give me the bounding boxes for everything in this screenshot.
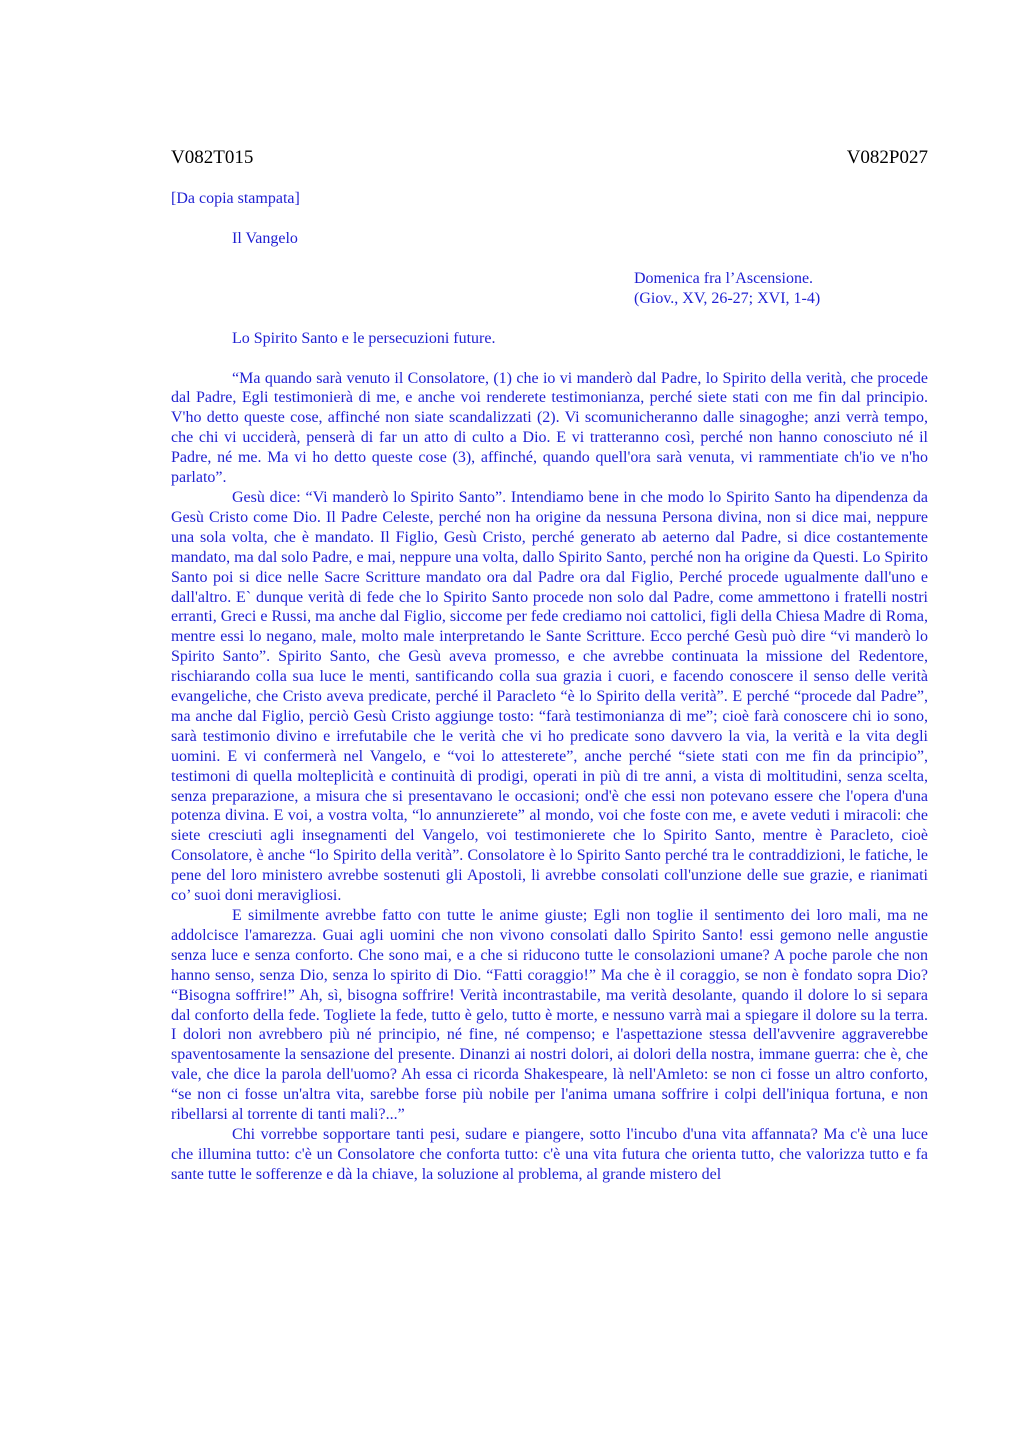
occasion-line-1: Domenica fra l’Ascensione. [634, 269, 814, 287]
section-title: Il Vangelo [232, 229, 298, 247]
document-header [171, 146, 928, 170]
source-note: [Da copia stampata] [171, 190, 300, 207]
paragraph: Chi vorrebbe sopportare tanti pesi, sudare e piangere, sotto l'incubo d'una vita affannata? Ma c'è una luce che illumina tutto: c'è un Consolatore che conforta tutto: c'è una vita futura che orienta tutto, che valorizza tutto e fa sante tutte le sofferenze e dà la chiave, la soluzione al problema, al grande mistero del [171, 1125, 928, 1183]
subtitle: Lo Spirito Santo e le persecuzioni future. [232, 329, 496, 347]
document-page [171, 146, 928, 1185]
body-text [171, 369, 928, 1185]
paragraph: Gesù dice: “Vi manderò lo Spirito Santo”. Intendiamo bene in che modo lo Spirito Santo ha dipendenza da Gesù Cristo come Dio. Il Padre Celeste, perché non ha origine da nessuna Persona divina, non si dice mai, neppure una sola volta, che è mandato. Il Figlio, Gesù Cristo, perché generato ab aeterno dal Padre, si dice costantemente mandato, ma dal solo Padre, e mai, neppure una volta, dallo Spirito Santo, perché non ha origine da Questi. Lo Spirito Santo poi si dice nelle Sacre Scritture mandato ora dal Padre ora dal Figlio, Perché procede ugualmente dall'uno e dall'altro. E` dunque verità di fede che lo Spirito Santo procede non solo dal Padre, come ammettono i fratelli nostri erranti, Greci e Russi, ma anche dal Figlio, siccome per fede crediamo noi cattolici, figli della Chiesa Madre di Roma, mentre essi lo negano, male, molto male interpretando le Sante Scritture. Ecco perché Gesù può dire “vi manderò lo Spirito Santo”. Spirito Santo, che Gesù aveva promesso, e che avrebbe continuata la missione del Redentore, rischiarando colla sua luce le menti, santificando colla sua grazia i cuori, e facendo conoscere il senso delle verità evangeliche, che Cristo aveva predicate, perché il Paracleto “è lo Spirito della verità”. E perché “procede dal Padre”, ma anche dal Figlio, perciò Gesù Cristo aggiunge tosto: “farà testimonianza di me”; cioè farà conoscere chi io sono, sarà testimonio divino e irrefutabile che le verità che vi ho predicate sono davvero la via, la verità e la vita degli uomini. E vi confermerà nel Vangelo, e “voi lo attesterete”, anche perché “siete stati con me fin da principio”, testimoni di quella molteplicità e continuità di prodigi, operati in più di tre anni, a vista di moltitudini, senza scelta, senza preparazione, a misura che si presentavano le occasioni; ond'è che essi non potevano essere che l'opera d'una potenza divina. E voi, a vostra volta, “lo annunzierete” al mondo, voi che foste con me, e avete veduti i miracoli: che siete cresciuti agli insegnamenti del Vangelo, voi testimonierete che lo Spirito Santo, mentre è Paracleto, cioè Consolatore, è anche “lo Spirito della verità”. Consolatore è lo Spirito Santo perché tra le contraddizioni, le fatiche, le pene del loro ministero avrebbe sostenuti gli Apostoli, li avrebbe consolati coll'unzione delle sue grazie, e rianimati co’ suoi doni meravigliosi. [171, 488, 928, 905]
document-code-right: V082P027 [846, 147, 928, 168]
paragraph: E similmente avrebbe fatto con tutte le anime giuste; Egli non toglie il sentimento dei loro mali, ma ne addolcisce l'amarezza. Guai agli uomini che non vivono consolati dallo Spirito Santo! essi gemono nelle angustie senza luce e senza conforto. Che sono mai, e a che si riducono tutte le consolazioni umane? A poche parole che non hanno senso, senza Dio, senza lo spirito di Dio. “Fatti coraggio!” Ma che è il coraggio, se non è fondato sopra Dio? “Bisogna soffrire!” Ah, sì, bisogna soffrire! Verità incontrastabile, ma verità desolante, quando il dolore lo si separa dal conforto della fede. Togliete la fede, tutto è gelo, tutto è morte, e nessuno varrà mai a spiegare il dolore su la terra. I dolori non avrebbero più né principio, né fine, né compenso; e l'aspettazione stessa dell'avvenire aggraverebbe spaventosamente la sensazione del presente. Dinanzi ai nostri dolori, ai dolori della nostra, immane guerra: che è, che vale, che dice la parola dell'uomo? Ah essa ci ricorda Shakespeare, là nell'Amleto: se non ci fosse un altro conforto, “se non ci fosse un'altra vita, sarebbe forse più nobile per l'anima umana soffrire i colpi dell'iniqua fortuna, e non ribellarsi al torrente di tanti mali?...” [171, 907, 928, 1124]
occasion-block [171, 269, 928, 309]
occasion-line-2: (Giov., XV, 26-27; XVI, 1-4) [634, 289, 821, 307]
document-code-left: V082T015 [171, 147, 254, 168]
paragraph: “Ma quando sarà venuto il Consolatore, (1) che io vi manderò dal Padre, lo Spirito della verità, che procede dal Padre, Egli testimonierà di me, e anche voi renderete testimonianza, perché siete stati con me fin dal principio. V'ho detto queste cose, affinché non siate scandalizzati (2). Vi scomunicheranno dalle sinagoghe; anzi verrà tempo, che chi vi ucciderà, penserà di far un atto di culto a Dio. E vi tratteranno così, perché non hanno conosciuto né il Padre, né me. Ma vi ho detto queste cose (3), affinché, quando quell'ora sarà venuta, vi rammentiate ch'io ve n'ho parlato”. [171, 369, 928, 487]
